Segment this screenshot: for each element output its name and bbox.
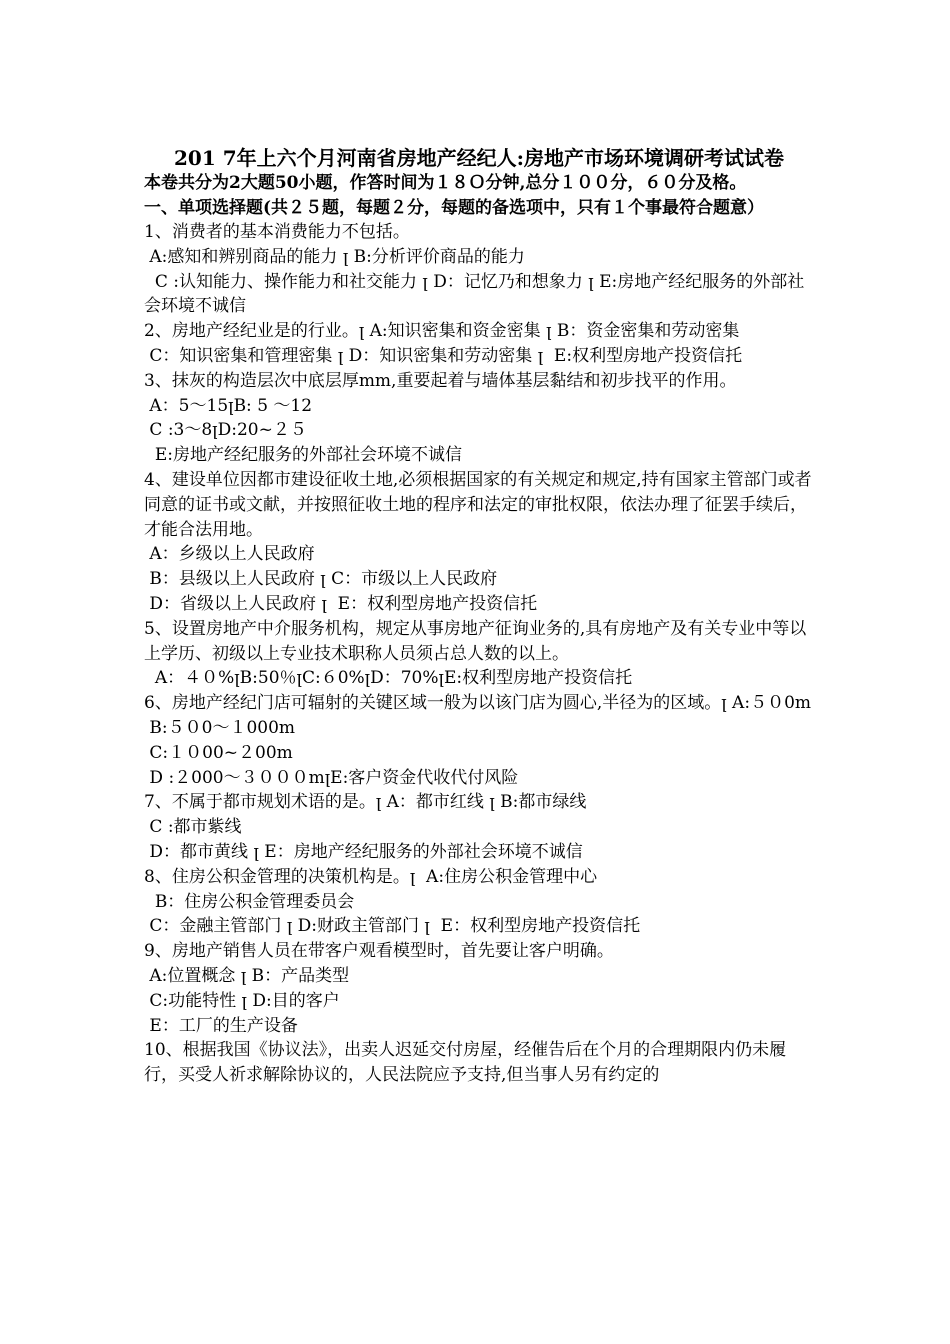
question-3-option-e: E:房地产经纪服务的外部社会环境不诚信 [144,445,462,466]
question-8-options-c-e: C：金融主管部门 ꞁ D:财政主管部门 ꞁ E：权利型房地产投资信托 [144,916,641,937]
document-page [144,145,814,1088]
question-3-options-a-b: A：5～15ꞁB: 5 ～12 [144,395,313,416]
question-10: 10、根据我国《协议法》，出卖人迟延交付房屋，经催告后在个月的合理期限内仍未履行，买受人祈求解除协议的，人民法院应予支持,但当事人另有约定的 [144,1040,787,1086]
question-9-options-a-b: A:位置概念 ꞁ B：产品类型 [144,965,350,986]
question-8-option-b: B：住房公积金管理委员会 [144,891,355,912]
question-2-options-c-e: C：知识密集和管理密集 ꞁ D：知识密集和劳动密集 ꞁ E:权利型房地产投资信托 [144,345,743,366]
question-6: 6、房地产经纪门店可辐射的关键区域一般为以该门店为圆心,半径为的区域。ꞁ A:５０0m [144,693,811,714]
question-6-options-d-e: D :２000～３０００mꞁE:客户资金代收代付风险 [144,767,519,788]
question-1: 1、消费者的基本消费能力不包括。 [144,222,410,242]
question-6-option-b: B:５０0～１000m [144,717,296,738]
question-5-options: A：４０%ꞁB:50％ꞁC:６0%ꞁD：70%ꞁE:权利型房地产投资信托 [144,668,633,689]
question-1-options-a-b: A:感知和辨别商品的能力 ꞁ B:分析评价商品的能力 [144,246,525,267]
document-title: 201 7年上六个月河南省房地产经纪人:房地产市场环境调研考试试卷 [173,146,784,170]
question-4-options-b-c: B：县级以上人民政府 ꞁ C：市级以上人民政府 [144,569,498,590]
question-7-options-d-e: D：都市黄线 ꞁ E：房地产经纪服务的外部社会环境不诚信 [144,841,583,862]
question-5: 5、设置房地产中介服务机构，规定从事房地产征询业务的,具有房地产及有关专业中等以上学历、初级以上专业技术职称人员须占总人数的以上。 [144,618,807,664]
question-9-option-e: E：工厂的生产设备 [144,1015,298,1036]
question-2: 2、房地产经纪业是的行业。ꞁ A:知识密集和资金密集 ꞁ B：资金密集和劳动密集 [144,321,740,342]
question-7: 7、不属于都市规划术语的是。ꞁ A：都市红线 ꞁ B:都市绿线 [144,792,587,813]
question-7-option-c: C :都市紫线 [144,817,242,838]
question-4-options-d-e: D：省级以上人民政府 ꞁ E：权利型房地产投资信托 [144,593,538,614]
question-4-option-a: A：乡级以上人民政府 [144,544,315,565]
question-9: 9、房地产销售人员在带客户观看模型时，首先要让客户明确。 [144,941,614,962]
question-1-options-c-e: C :认知能力、操作能力和社交能力 ꞁ D：记忆乃和想象力 ꞁ E:房地产经纪服务的外部社会环境不诚信 [144,271,805,317]
question-9-options-c-d: C:功能特性 ꞁ D:目的客户 [144,990,340,1011]
section-heading: 一、单项选择题(共２５题，每题２分，每题的备选项中，只有１个事最符合题意） [144,198,765,218]
question-3: 3、抹灰的构造层次中底层厚mm,重要起着与墙体基层黏结和初步找平的作用。 [144,370,737,391]
question-4: 4、建设单位因都市建设征收土地,必须根据国家的有关规定和规定,持有国家主管部门或者同意的证书或文献，并按照征收土地的程序和法定的审批权限，依法办理了征罢手续后，才能合法用地。 [144,469,812,540]
exam-instructions: 本卷共分为2大题50小题，作答时间为１８Ｏ分钟,总分１００分，６０分及格。 [144,173,747,193]
question-6-option-c: C:１０00~２00m [144,742,293,763]
question-3-options-c-d: C :3～8ꞁD:20~２５ [144,420,307,441]
question-8: 8、住房公积金管理的决策机构是。ꞁ A:住房公积金管理中心 [144,866,598,887]
